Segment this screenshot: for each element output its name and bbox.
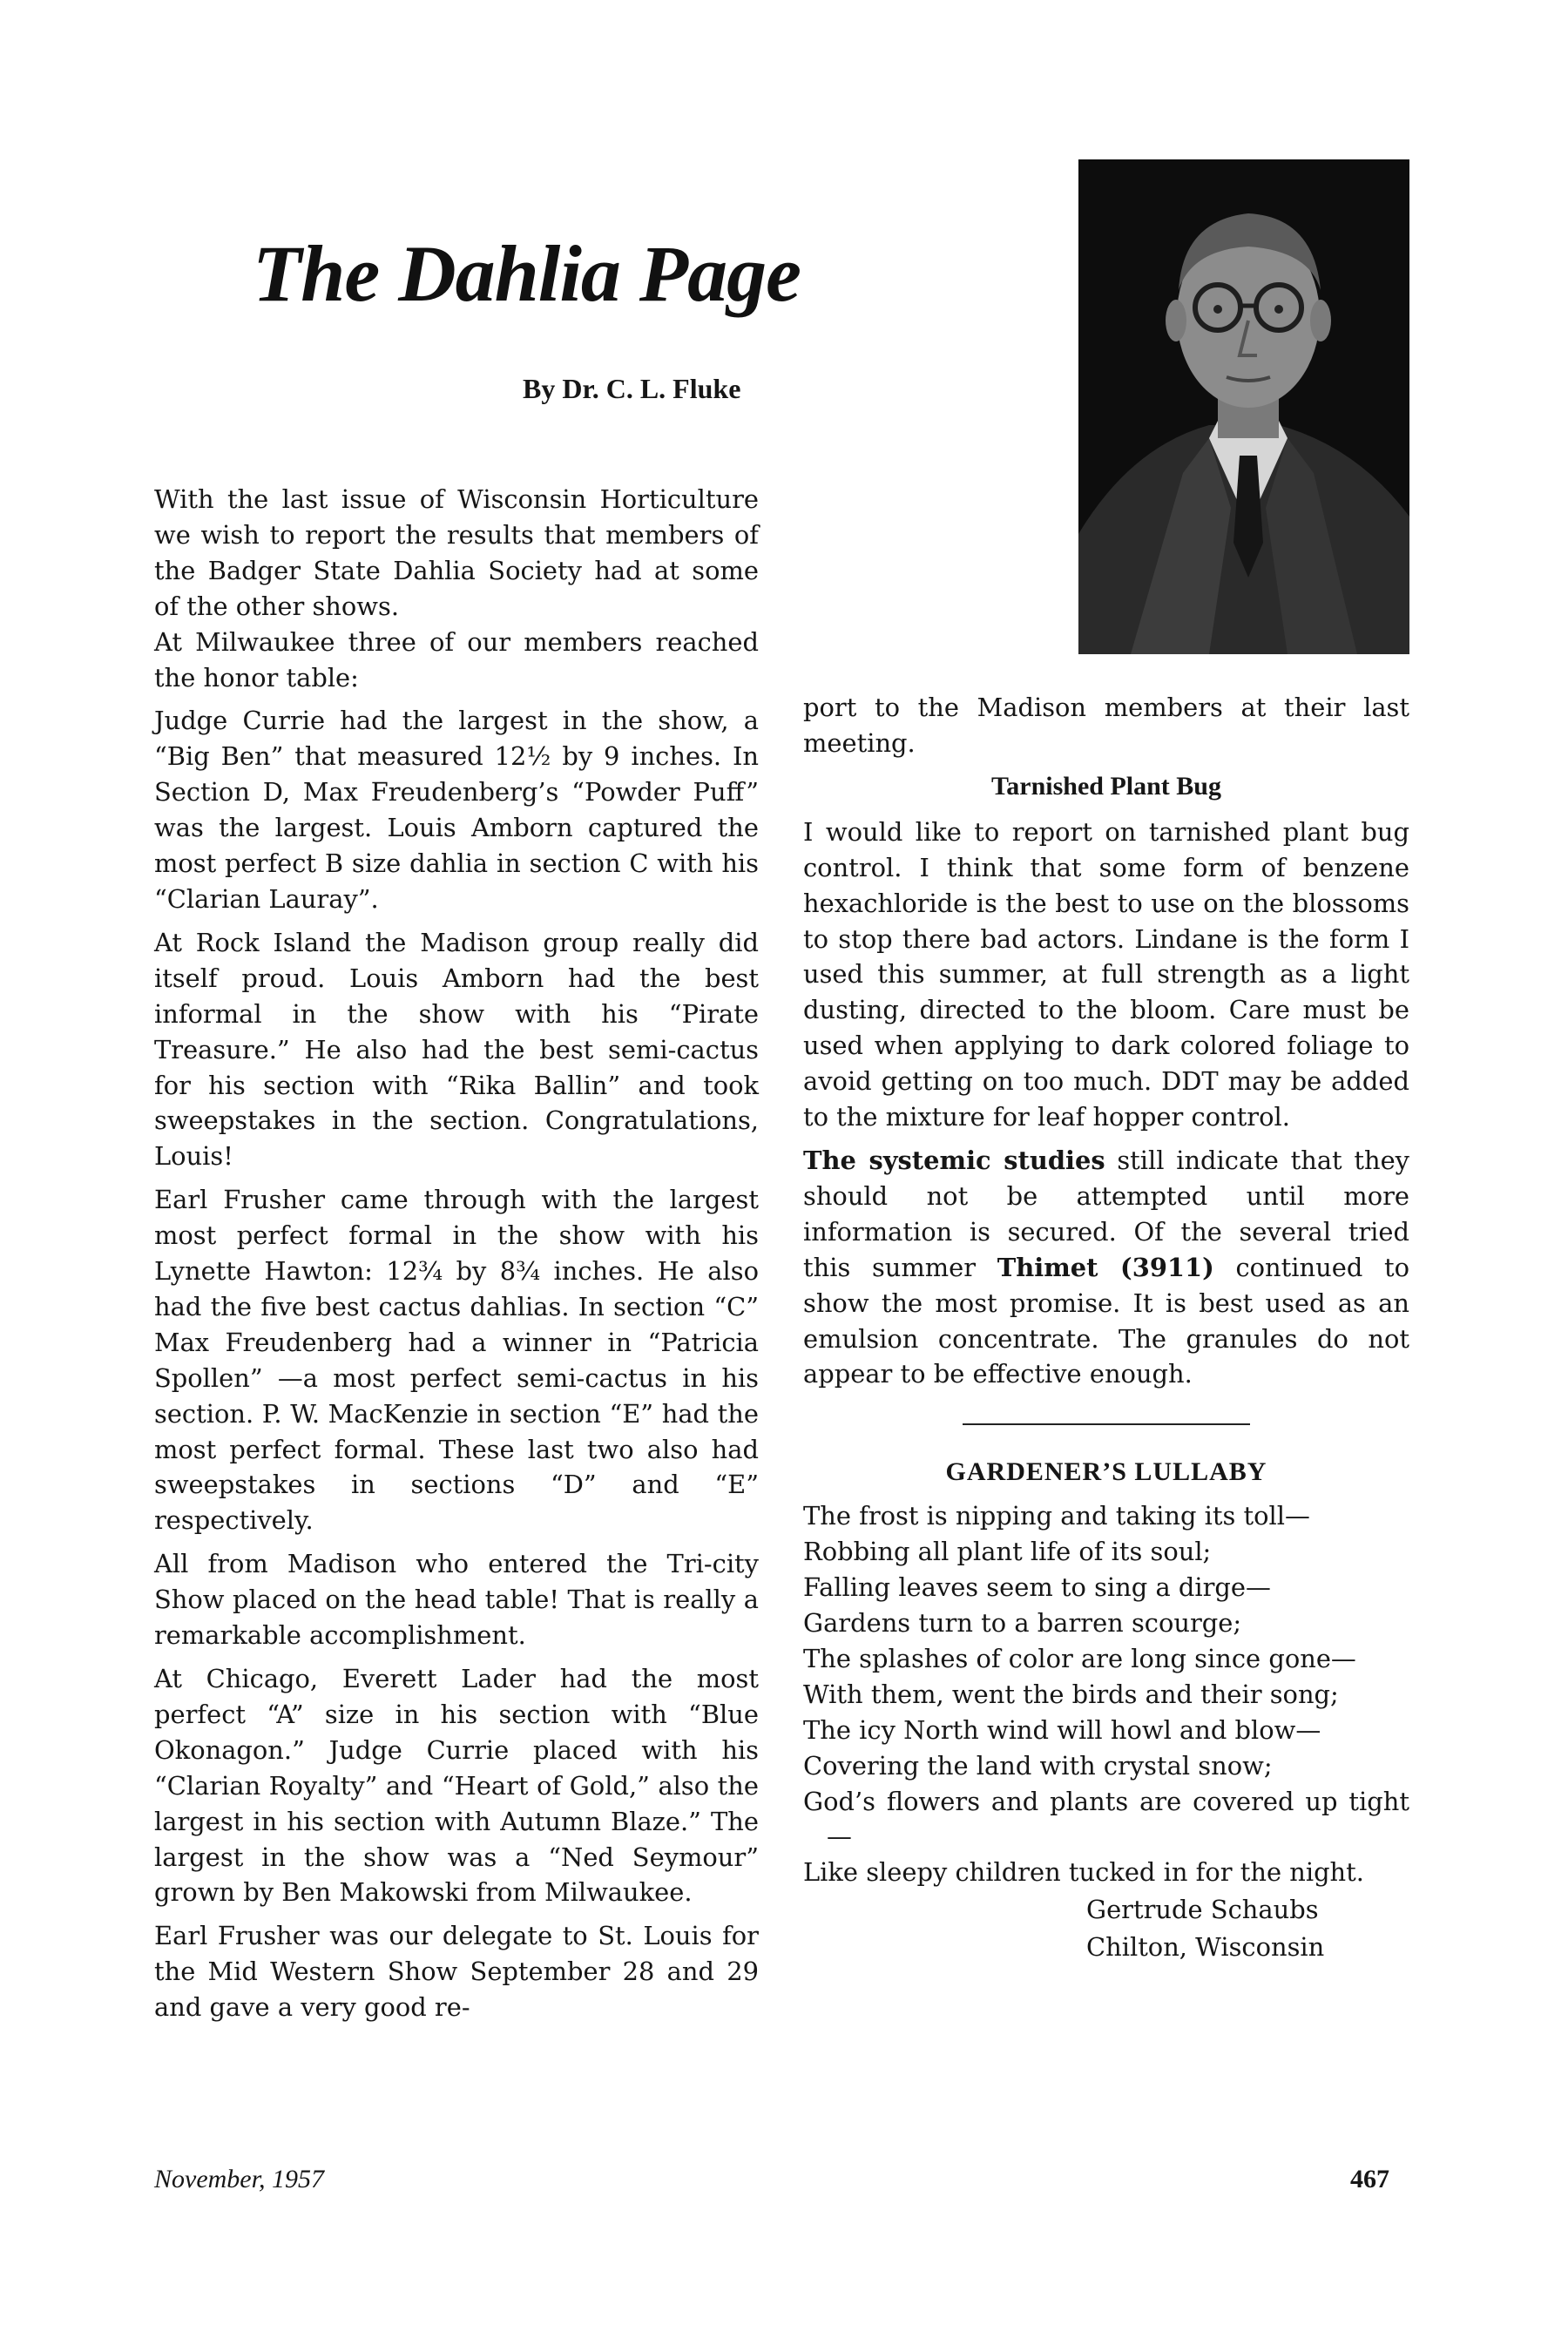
author-portrait-photo bbox=[1078, 159, 1409, 654]
paragraph-text: still indicate that they should not be attempted until more information is secured. Of the several tried this summer bbox=[803, 1145, 1409, 1282]
bold-product-name: Thimet (3911) bbox=[997, 1252, 1214, 1282]
page-title: The Dahlia Page bbox=[253, 229, 801, 318]
poem-line: Like sleepy children tucked in for the night. bbox=[803, 1857, 1364, 1888]
article-paragraph bbox=[803, 1143, 1409, 1392]
poem-line: Robbing all plant life of its soul; bbox=[803, 1537, 1212, 1567]
poem-line: Falling leaves seem to sing a dirge— bbox=[803, 1572, 1271, 1603]
poem bbox=[803, 1455, 1409, 1965]
article-paragraph: Earl Frusher came through with the largest most perfect formal in the show with his Lynette Hawton: 12¾ by 8¾ inches. He also had the five best cactus dahlias. In section “C” Max Freudenberg had a winner in “Patricia Spollen” —a most perfect semi-cactus in his section. P. W. MacKenzie in section “E” had the most perfect formal. These last two also had sweepstakes in sections “D” and “E” respectively. bbox=[154, 1185, 759, 1536]
article-paragraph: At Chicago, Everett Lader had the most perfect “A” size in his section with “Blue Okonagon.” Judge Currie placed with his “Clarian Royalty” and “Heart of Gold,” also the largest in his section with Autumn Blaze.” The largest in the show was a “Ned Seymour” grown by Ben Makowski from Milwaukee. bbox=[154, 1664, 759, 1908]
footer-date: November, 1957 bbox=[154, 2165, 324, 2193]
poem-line: The frost is nipping and taking its toll— bbox=[803, 1501, 1310, 1531]
article-paragraph: With the last issue of Wisconsin Horticulture we wish to report the results that members of the Badger State Dahlia Society had at some of the other shows. bbox=[154, 484, 759, 621]
article-paragraph: At Milwaukee three of our members reached the honor table: bbox=[154, 626, 759, 693]
poem-line: The icy North wind will howl and blow— bbox=[803, 1714, 1321, 1745]
article-paragraph: I would like to report on tarnished plant bug control. I think that some form of benzene hexachloride is the best to use on the blossoms to stop there bad actors. Lindane is the form I used this summer, at full strength as a light dusting, directed to the bloom. Care must be used when applying to dark colored foliage to avoid getting on too much. DDT may be added to the mixture for leaf hopper control. bbox=[803, 816, 1409, 1132]
poem-author: Gertrude Schaubs bbox=[1086, 1895, 1319, 1925]
article-paragraph: All from Madison who entered the Tri-city Show placed on the head table! That is really a remarkable accomplishment. bbox=[154, 1549, 759, 1651]
article-paragraph: Judge Currie had the largest in the show, a “Big Ben” that measured 12½ by 9 inches. In Section D, Max Freudenberg’s “Powder Puff” was the largest. Louis Amborn captured the most perfect B size dahlia in section C with his “Clarian Lauray”. bbox=[154, 706, 759, 914]
poem-title: GARDENER’S LULLABY bbox=[945, 1457, 1267, 1487]
right-column bbox=[803, 690, 1409, 1965]
paragraph-text: continued to show the most promise. It is best used as an emulsion concentrate. The granules do not appear to be effective enough. bbox=[803, 1252, 1409, 1389]
poem-line: The splashes of color are long since gone— bbox=[803, 1643, 1356, 1673]
section-divider bbox=[963, 1423, 1250, 1425]
portrait-illustration bbox=[1078, 159, 1409, 654]
poem-author-location: Chilton, Wisconsin bbox=[1086, 1932, 1325, 1963]
poem-line: With them, went the birds and their song; bbox=[803, 1679, 1339, 1709]
poem-line: God’s flowers and plants are covered up tight— bbox=[803, 1786, 1409, 1852]
article-paragraph: At Rock Island the Madison group really did itself proud. Louis Amborn had the best informal in the show with his “Pirate Treasure.” He also had the best semi-cactus for his section with “Rika Ballin” and took sweepstakes in the section. Congratulations, Louis! bbox=[154, 927, 759, 1172]
section-subhead: Tarnished Plant Bug bbox=[991, 771, 1221, 801]
page-number: 467 bbox=[1350, 2165, 1389, 2193]
article-paragraph: port to the Madison members at their last meeting. bbox=[803, 693, 1409, 758]
bold-lead: The systemic studies bbox=[803, 1145, 1105, 1175]
byline: By Dr. C. L. Fluke bbox=[523, 373, 741, 404]
poem-line: Covering the land with crystal snow; bbox=[803, 1750, 1273, 1781]
article-paragraph: Earl Frusher was our delegate to St. Louis for the Mid Western Show September 28 and 29 and gave a very good re- bbox=[154, 1921, 759, 2023]
poem-line: Gardens turn to a barren scourge; bbox=[803, 1608, 1242, 1639]
left-column bbox=[154, 482, 759, 2033]
